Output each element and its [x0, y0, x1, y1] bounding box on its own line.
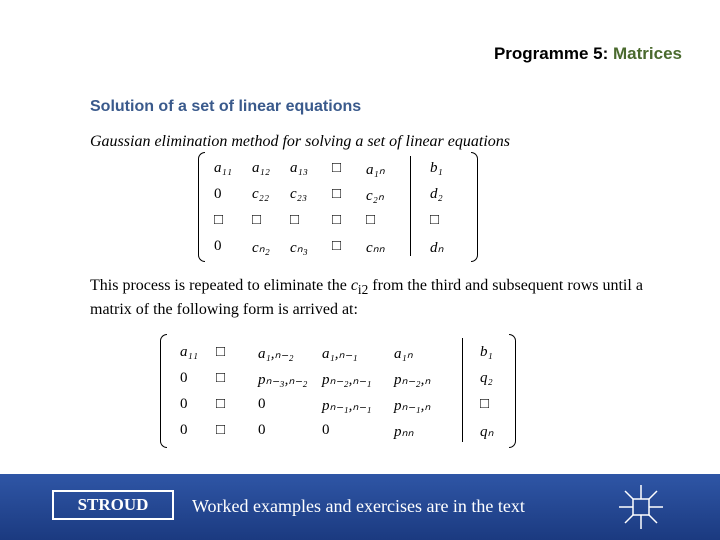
matrix-cell: d₂ [430, 186, 443, 202]
matrix-cell: □ [252, 212, 262, 228]
matrix-cell: □ [332, 238, 342, 254]
matrix-cell: □ [214, 212, 224, 228]
matrix-cell: a₁,ₙ₋₁ [322, 346, 358, 362]
matrix-cell: 0 [214, 238, 222, 254]
matrix-cell: cₙ₂ [252, 240, 270, 256]
matrix-cell: □ [216, 422, 226, 438]
matrix-cell: 0 [180, 422, 188, 438]
footer-bar [0, 474, 720, 540]
programme-title: Matrices [613, 44, 682, 63]
stroud-logo[interactable]: STROUD [52, 490, 174, 520]
matrix-cell: 0 [258, 422, 266, 438]
matrix-cell: 0 [258, 396, 266, 412]
matrix-cell: pₙ₋₃,ₙ₋₂ [258, 372, 308, 388]
footer-text: Worked examples and exercises are in the text [192, 496, 525, 516]
explanation-paragraph [90, 276, 650, 320]
section-title: Solution of a set of linear equations [90, 98, 362, 115]
matrix-cell: pₙ₋₁,ₙ₋₁ [322, 398, 372, 414]
matrix-left-bracket [160, 334, 167, 448]
matrix-cell: □ [216, 344, 226, 360]
matrix-cell: pₙₙ [394, 424, 414, 440]
matrix-cell: □ [480, 396, 490, 412]
matrix-cell: pₙ₋₂,ₙ₋₁ [322, 372, 372, 388]
matrix-cell: a₁₁ [214, 160, 232, 176]
subtitle: Gaussian elimination method for solving a set of linear equations [90, 133, 510, 150]
paragraph-variable: c [350, 277, 358, 294]
matrix-cell: a₁₁ [180, 344, 198, 360]
matrix-cell: □ [216, 396, 226, 412]
matrix-cell: □ [366, 212, 376, 228]
matrix-cell: a₁ₙ [366, 162, 385, 178]
matrix-right-bracket [471, 152, 478, 262]
augmented-matrix-2 [160, 334, 516, 446]
navigation-icon[interactable] [616, 482, 666, 532]
matrix-cell: b₁ [430, 160, 443, 176]
matrix-cell: 0 [214, 186, 222, 202]
augmented-matrix-1 [198, 152, 478, 260]
matrix-cell: a₁₃ [290, 160, 308, 176]
matrix-cell: □ [332, 186, 342, 202]
matrix-cell: □ [332, 160, 342, 176]
matrix-cell: qₙ [480, 424, 494, 440]
matrix-cell: 0 [180, 370, 188, 386]
matrix-cell: □ [216, 370, 226, 386]
matrix-cell: c₂₂ [252, 186, 270, 202]
matrix-cell: b₁ [480, 344, 493, 360]
matrix-cell: 0 [180, 396, 188, 412]
matrix-cell: q₂ [480, 370, 493, 386]
matrix-cell: □ [332, 212, 342, 228]
augment-divider [410, 156, 411, 256]
matrix-cell: pₙ₋₁,ₙ [394, 398, 431, 414]
programme-label: Programme 5: [493, 44, 609, 63]
matrix-cell: cₙ₃ [290, 240, 308, 256]
matrix-cell: dₙ [430, 240, 444, 256]
matrix-cell: pₙ₋₂,ₙ [394, 372, 431, 388]
matrix-cell: a₁ₙ [394, 346, 413, 362]
matrix-left-bracket [198, 152, 205, 262]
matrix-cell: 0 [322, 422, 330, 438]
matrix-cell: □ [430, 212, 440, 228]
matrix-cell: c₂ₙ [366, 188, 384, 204]
matrix-cell: cₙₙ [366, 240, 385, 256]
matrix-cell: a₁,ₙ₋₂ [258, 346, 294, 362]
augment-divider [462, 338, 463, 442]
paragraph-subscript: i2 [357, 282, 369, 298]
matrix-cell: c₂₃ [290, 186, 308, 202]
paragraph-text-1: This process is repeated to eliminate the [90, 277, 351, 294]
programme-header [494, 44, 682, 64]
paragraph-text-2: from the third and subsequent rows until a matrix of the following form is arrived at: [90, 277, 643, 319]
matrix-right-bracket [509, 334, 516, 448]
matrix-cell: □ [290, 212, 300, 228]
matrix-cell: a₁₂ [252, 160, 270, 176]
